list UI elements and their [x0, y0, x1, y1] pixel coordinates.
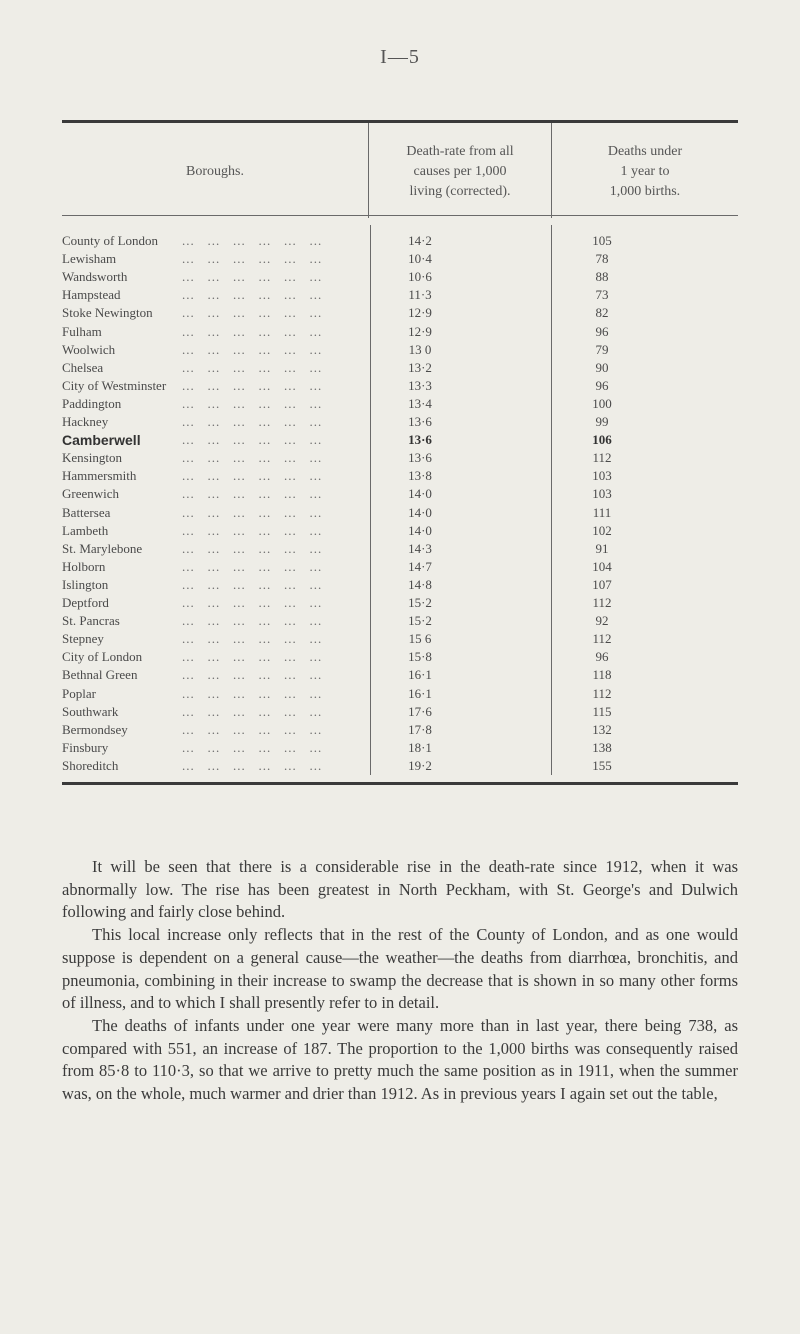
infant-deaths-value: 105	[592, 233, 612, 248]
table-row	[62, 558, 738, 576]
leader-dots: ... ... ... ... ... ...	[182, 251, 323, 267]
table-row	[62, 721, 738, 739]
borough-name: Hammersmith	[62, 468, 137, 484]
infant-deaths-value: 82	[595, 305, 609, 321]
borough-name: Bermondsey	[62, 721, 128, 737]
death-rate-value: 11·3	[408, 287, 432, 303]
borough-name: Kensington	[62, 450, 122, 466]
table-row	[62, 377, 738, 395]
infant-deaths-value: 79	[595, 341, 609, 357]
table-row	[62, 304, 738, 322]
leader-dots: ... ... ... ... ... ...	[182, 703, 323, 719]
leader-dots: ... ... ... ... ... ...	[182, 359, 323, 375]
infant-deaths-value: 155	[592, 757, 612, 773]
infant-deaths-value: 102	[592, 522, 612, 538]
table-row	[62, 576, 738, 594]
borough-name: Holborn	[62, 558, 106, 574]
borough-name: Wandsworth	[62, 269, 128, 285]
leader-dots: ... ... ... ... ... ...	[182, 631, 323, 647]
borough-name: Deptford	[62, 595, 109, 610]
table-row	[62, 323, 738, 341]
infant-deaths-value: 78	[595, 251, 609, 267]
table-row	[62, 250, 738, 268]
death-rate-value: 14·3	[408, 540, 432, 556]
death-rate-value: 10·6	[408, 269, 432, 285]
leader-dots: ... ... ... ... ... ...	[182, 504, 323, 520]
leader-dots: ... ... ... ... ... ...	[182, 540, 323, 556]
table-row	[62, 685, 738, 703]
borough-name: Hackney	[62, 414, 109, 429]
borough-name: Chelsea	[62, 359, 104, 375]
borough-name: Stepney	[62, 631, 104, 647]
table-row	[62, 467, 738, 485]
borough-name: Southwark	[62, 703, 119, 719]
table-row	[62, 431, 738, 449]
header-rule	[62, 215, 738, 216]
leader-dots: ... ... ... ... ... ...	[182, 667, 323, 683]
infant-deaths-value: 118	[592, 667, 612, 683]
death-rate-value: 13·6	[408, 450, 432, 466]
table-row	[62, 359, 738, 377]
death-rate-value: 14·8	[408, 576, 432, 592]
death-rate-value: 15·8	[408, 649, 432, 665]
table-row	[62, 522, 738, 540]
page-number: I—5	[380, 46, 420, 68]
table-row	[62, 612, 738, 630]
borough-name: Lambeth	[62, 522, 109, 538]
borough-name: St. Pancras	[62, 613, 120, 629]
death-rate-value: 10·4	[408, 251, 432, 267]
table-bottom-rule	[62, 782, 738, 785]
infant-deaths-value: 96	[595, 377, 609, 393]
infant-deaths-value: 103	[592, 486, 612, 502]
death-rate-value: 15·2	[408, 595, 432, 610]
leader-dots: ... ... ... ... ... ...	[182, 305, 323, 321]
death-rate-value: 15 6	[408, 631, 432, 647]
infant-deaths-value: 103	[592, 468, 612, 484]
infant-deaths-value: 107	[592, 576, 612, 592]
leader-dots: ... ... ... ... ... ...	[182, 323, 323, 339]
leader-dots: ... ... ... ... ... ...	[182, 432, 323, 448]
leader-dots: ... ... ... ... ... ...	[182, 269, 323, 285]
leader-dots: ... ... ... ... ... ...	[182, 395, 323, 411]
table-row	[62, 540, 738, 558]
table-row	[62, 449, 738, 467]
death-rate-value: 19·2	[408, 757, 432, 773]
infant-deaths-value: 104	[592, 558, 612, 574]
leader-dots: ... ... ... ... ... ...	[182, 739, 323, 755]
death-rate-value: 14·0	[408, 504, 432, 520]
death-rate-value: 13·6	[408, 432, 432, 448]
infant-deaths-value: 112	[592, 631, 612, 647]
table-row	[62, 485, 738, 503]
infant-deaths-value: 112	[592, 685, 612, 701]
leader-dots: ... ... ... ... ... ...	[182, 613, 323, 629]
infant-deaths-value: 132	[592, 721, 612, 737]
death-rate-value: 17·6	[408, 703, 432, 719]
table-row	[62, 341, 738, 359]
borough-name: Battersea	[62, 504, 111, 520]
infant-deaths-value: 88	[595, 269, 609, 285]
death-rate-value: 14·2	[408, 233, 432, 248]
table-row	[62, 504, 738, 522]
infant-deaths-value: 112	[592, 450, 612, 466]
leader-dots: ... ... ... ... ... ...	[182, 233, 323, 248]
death-rate-value: 18·1	[408, 739, 432, 755]
infant-deaths-value: 99	[595, 414, 609, 429]
leader-dots: ... ... ... ... ... ...	[182, 649, 323, 665]
paragraph: This local increase only reflects that in the rest of the County of London, and as one would suppose is dependent on a general cause—the weather—the deaths from diarrhœa, bronchitis, and pneumonia, combining in their increase to swamp the decrease that is shown in so many other forms of illness, and to which I shall presently refer to in detail.	[62, 925, 738, 1013]
body-text	[62, 856, 738, 1106]
borough-name: Lewisham	[62, 251, 117, 267]
death-rate-value: 12·9	[408, 305, 432, 321]
death-rate-value: 13·3	[408, 377, 432, 393]
leader-dots: ... ... ... ... ... ...	[182, 685, 323, 701]
death-rate-value: 13·8	[408, 468, 432, 484]
infant-deaths-value: 111	[592, 504, 612, 520]
death-rate-value: 13 0	[408, 341, 432, 357]
table-row	[62, 666, 738, 684]
infant-deaths-value: 96	[595, 649, 609, 665]
infant-deaths-value: 112	[592, 595, 612, 610]
leader-dots: ... ... ... ... ... ...	[182, 287, 323, 303]
table-row	[62, 648, 738, 666]
leader-dots: ... ... ... ... ... ...	[182, 595, 323, 610]
table-row	[62, 286, 738, 304]
death-rate-value: 16·1	[408, 685, 432, 701]
leader-dots: ... ... ... ... ... ...	[182, 721, 323, 737]
death-rate-value: 14·0	[408, 486, 432, 502]
infant-deaths-value: 90	[595, 359, 609, 375]
table-row	[62, 232, 738, 250]
infant-deaths-value: 73	[595, 287, 609, 303]
header-boroughs: Boroughs.	[186, 164, 244, 179]
borough-name: Finsbury	[62, 739, 109, 755]
death-rate-value: 14·7	[408, 558, 432, 574]
borough-name: Hampstead	[62, 287, 121, 303]
infant-deaths-value: 138	[592, 739, 612, 755]
table-row	[62, 594, 738, 612]
table-row	[62, 413, 738, 431]
leader-dots: ... ... ... ... ... ...	[182, 468, 323, 484]
leader-dots: ... ... ... ... ... ...	[182, 414, 323, 429]
death-rate-value: 12·9	[408, 323, 432, 339]
leader-dots: ... ... ... ... ... ...	[182, 377, 323, 393]
borough-name: Shoreditch	[62, 757, 119, 773]
borough-name: Islington	[62, 576, 109, 592]
leader-dots: ... ... ... ... ... ...	[182, 486, 323, 502]
table-row	[62, 630, 738, 648]
header-death-rate: Death-rate from all causes per 1,000 living (corrected).	[406, 144, 514, 199]
borough-name: City of London	[62, 649, 143, 665]
infant-deaths-value: 92	[595, 613, 609, 629]
table-row	[62, 395, 738, 413]
borough-name: Fulham	[62, 323, 102, 339]
infant-deaths-value: 106	[592, 432, 612, 448]
table-row	[62, 739, 738, 757]
leader-dots: ... ... ... ... ... ...	[182, 757, 323, 773]
leader-dots: ... ... ... ... ... ...	[182, 450, 323, 466]
death-rate-value: 13·2	[408, 359, 432, 375]
infant-deaths-value: 91	[595, 540, 609, 556]
borough-name: Bethnal Green	[62, 667, 138, 683]
paragraph: It will be seen that there is a considerable rise in the death-rate since 1912, when it was abnormally low. The rise has been greatest in North Peckham, with St. George's and Dulwich following and fairly close behind.	[62, 857, 738, 922]
table-row	[62, 268, 738, 286]
borough-name: Greenwich	[62, 486, 120, 502]
leader-dots: ... ... ... ... ... ...	[182, 522, 323, 538]
borough-name: Poplar	[62, 685, 96, 701]
table-top-rule	[62, 120, 738, 123]
borough-name: County of London	[62, 233, 159, 248]
leader-dots: ... ... ... ... ... ...	[182, 576, 323, 592]
table-row	[62, 757, 738, 775]
table-row	[62, 703, 738, 721]
leader-dots: ... ... ... ... ... ...	[182, 558, 323, 574]
borough-name: St. Marylebone	[62, 540, 143, 556]
infant-deaths-value: 96	[595, 323, 609, 339]
death-rate-value: 15·2	[408, 613, 432, 629]
borough-name: City of Westminster	[62, 377, 167, 393]
borough-name: Woolwich	[62, 341, 116, 357]
infant-deaths-value: 115	[592, 703, 612, 719]
borough-name: Stoke Newington	[62, 305, 153, 321]
borough-name: Camberwell	[62, 432, 141, 449]
death-rate-value: 13·4	[408, 395, 432, 411]
leader-dots: ... ... ... ... ... ...	[182, 341, 323, 357]
death-rate-value: 13·6	[408, 414, 432, 429]
header-infant-deaths: Deaths under 1 year to 1,000 births.	[607, 144, 683, 199]
borough-name: Paddington	[62, 395, 122, 411]
death-rate-value: 14·0	[408, 522, 432, 538]
death-rate-value: 16·1	[408, 667, 432, 683]
paragraph: The deaths of infants under one year were many more than in last year, there being 738, as compared with 551, an increase of 187. The proportion to the 1,000 births was consequently raised from 85·8 to 110·3, so that we arrive to pretty much the same position as in 1911, when the summer was, on the whole, much warmer and drier than 1912. As in previous years I again set out the table,	[62, 1015, 738, 1104]
death-rate-value: 17·8	[408, 721, 432, 737]
infant-deaths-value: 100	[592, 395, 612, 411]
